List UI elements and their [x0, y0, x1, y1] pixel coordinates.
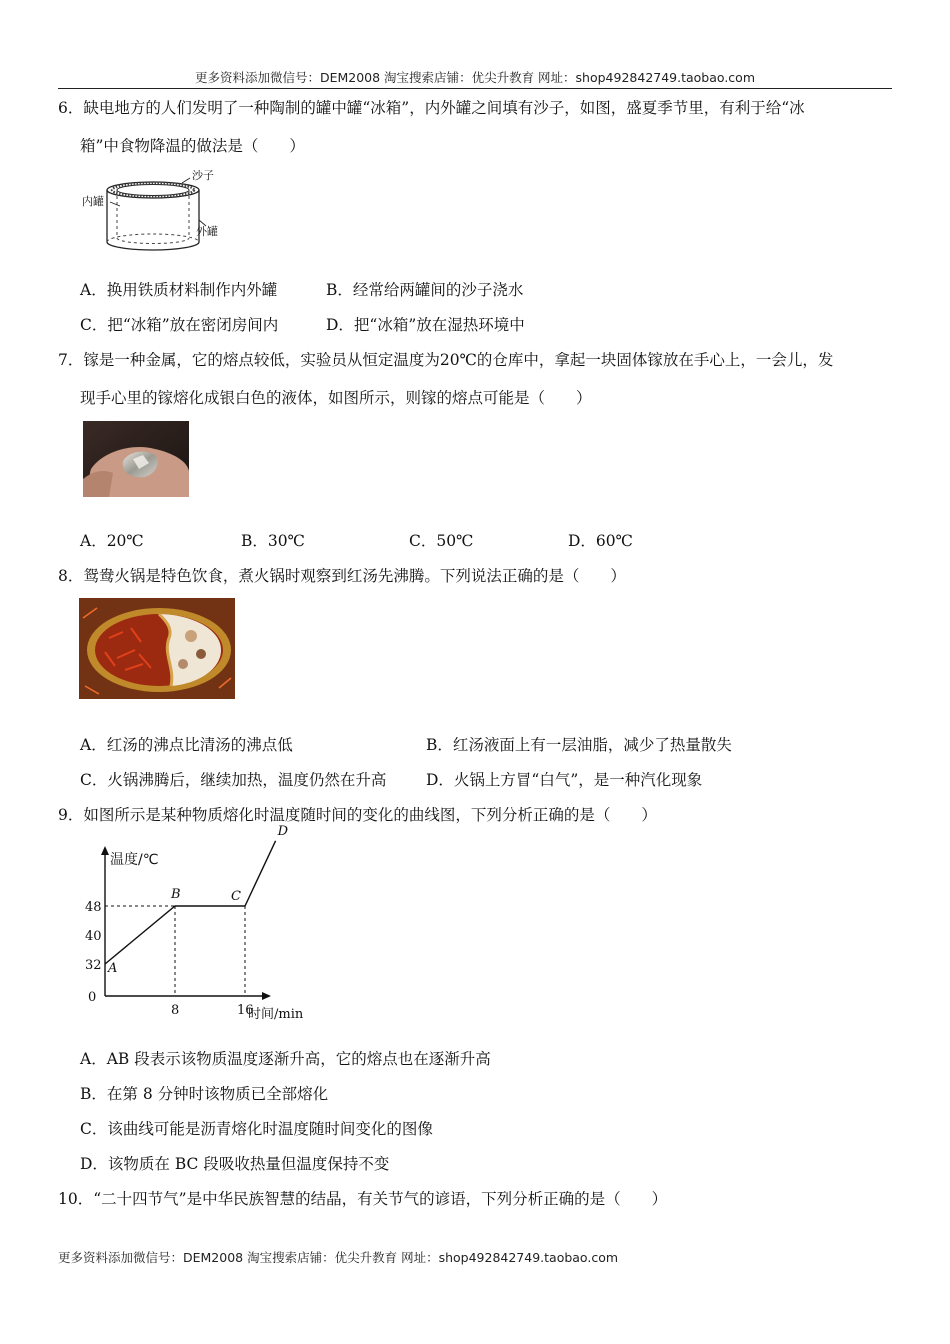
- q6-line2: 箱”中食物降温的做法是（ ）: [80, 137, 305, 155]
- q7-option-a[interactable]: A．20℃: [80, 532, 144, 550]
- q8-option-b[interactable]: B．红汤液面上有一层油脂，减少了热量散失: [426, 736, 732, 754]
- x-tick-label-16: 16: [237, 1003, 254, 1018]
- point-label-c: C: [231, 889, 241, 904]
- q7-option-d[interactable]: D．60℃: [568, 532, 633, 550]
- x-axis-arrow: [262, 992, 271, 1000]
- q8-option-c[interactable]: C．火锅沸腾后，继续加热，温度仍然在升高: [80, 771, 387, 789]
- q9-line1: 9．如图所示是某种物质熔化时温度随时间的变化的曲线图，下列分析正确的是（ ）: [58, 806, 657, 824]
- q6-option-d[interactable]: D．把“冰箱”放在湿热环境中: [326, 316, 525, 334]
- q8-line1: 8．鸳鸯火锅是特色饮食，煮火锅时观察到红汤先沸腾。下列说法正确的是（ ）: [58, 567, 626, 585]
- y-axis-label: 温度/℃: [110, 852, 159, 868]
- point-label-a: A: [108, 961, 118, 976]
- point-label-b: B: [171, 887, 181, 902]
- point-label-d: D: [277, 823, 289, 839]
- q6-line1: 6．缺电地方的人们发明了一种陶制的罐中罐“冰箱”，内外罐之间填有沙子，如图，盛夏季节里，有利于给“冰: [58, 99, 805, 117]
- q8-option-d[interactable]: D．火锅上方冒“白气”，是一种汽化现象: [426, 771, 703, 789]
- gallium-hand-photo: [83, 421, 189, 497]
- origin-label: 0: [88, 990, 97, 1005]
- q6-option-a[interactable]: A．换用铁质材料制作内外罐: [80, 281, 278, 299]
- pot-figure: [78, 168, 228, 260]
- x-axis-label: 时间/min: [248, 1007, 304, 1022]
- page-footer: 更多资料添加微信号：DEM2008 淘宝搜索店铺：优尖升教育 网址：shop492842749.taobao.com: [58, 1250, 619, 1265]
- q9-option-d[interactable]: D．该物质在 BC 段吸收热量但温度保持不变: [80, 1155, 390, 1173]
- y-tick-label-40: 40: [85, 929, 102, 944]
- y-tick-label-32: 32: [85, 958, 102, 973]
- q6-option-c[interactable]: C．把“冰箱”放在密闭房间内: [80, 316, 279, 334]
- label-outer-pot: 外罐: [196, 225, 218, 238]
- q8-option-a[interactable]: A．红汤的沸点比清汤的沸点低: [80, 736, 293, 754]
- q9-option-b[interactable]: B．在第 8 分钟时该物质已全部熔化: [80, 1085, 329, 1103]
- hotpot-photo: [79, 598, 235, 699]
- q7-option-b[interactable]: B．30℃: [241, 532, 305, 550]
- label-inner-pot: 内罐: [82, 195, 104, 208]
- x-tick-label-8: 8: [171, 1003, 180, 1018]
- melting-curve-chart: [78, 823, 328, 1028]
- y-axis-arrow: [101, 846, 109, 855]
- y-tick-label-48: 48: [85, 900, 102, 915]
- q6-option-b[interactable]: B．经常给两罐间的沙子浇水: [326, 281, 524, 299]
- label-sand: 沙子: [192, 169, 214, 182]
- q9-option-c[interactable]: C．该曲线可能是沥青熔化时温度随时间变化的图像: [80, 1120, 433, 1138]
- q7-option-c[interactable]: C．50℃: [409, 532, 474, 550]
- q7-line2: 现手心里的镓熔化成银白色的液体，如图所示，则镓的熔点可能是（ ）: [80, 389, 592, 407]
- q7-line1: 7．镓是一种金属，它的熔点较低，实验员从恒定温度为20℃的仓库中，拿起一块固体镓放在手心上，一会儿，发: [58, 351, 834, 369]
- page-header: 更多资料添加微信号：DEM2008 淘宝搜索店铺：优尖升教育 网址：shop492842749.taobao.com: [58, 68, 892, 89]
- q9-option-a[interactable]: A．AB 段表示该物质温度逐渐升高，它的熔点也在逐渐升高: [80, 1050, 491, 1068]
- q10-line1: 10．“二十四节气”是中华民族智慧的结晶，有关节气的谚语，下列分析正确的是（ ）: [58, 1190, 668, 1208]
